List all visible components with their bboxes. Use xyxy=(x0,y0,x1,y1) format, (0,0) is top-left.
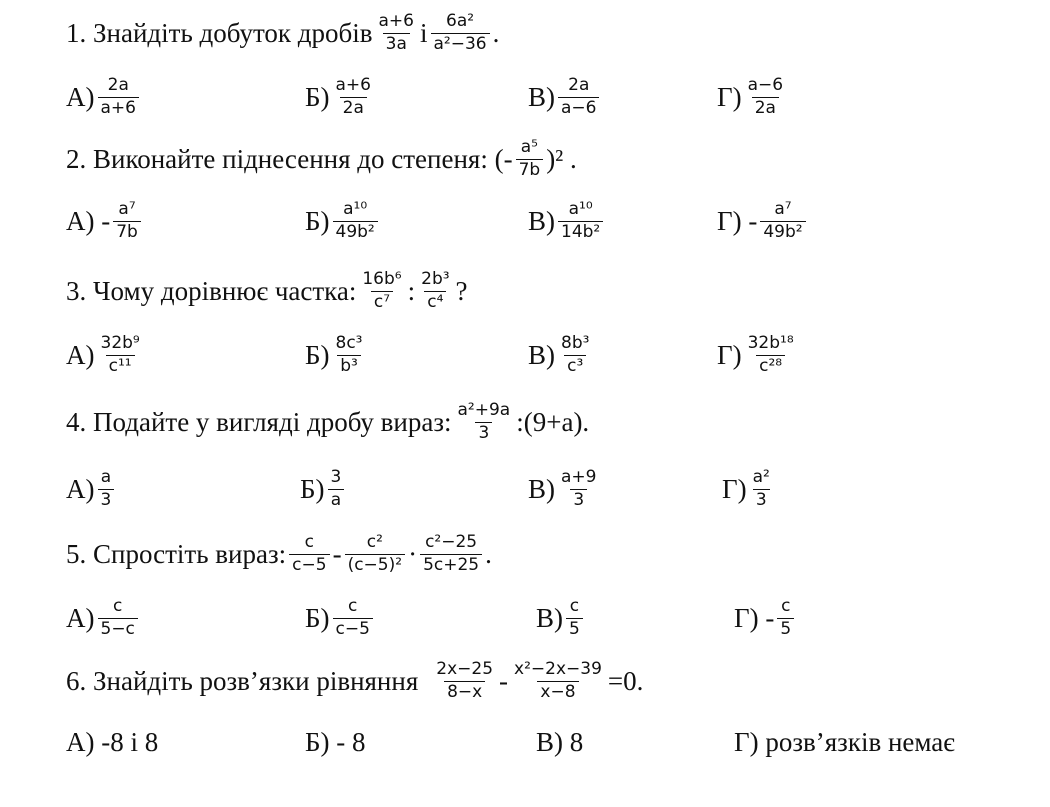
q6-fraction-1: $\frac{2x-25}{8-x}$ xyxy=(436,659,494,702)
q6-option-a[interactable]: А) -8 і 8 xyxy=(66,727,159,757)
q4-option-a[interactable]: А) $\frac{a}{3}$ xyxy=(66,468,117,510)
q5-option-b[interactable]: Б) $\frac{c}{c-5}$ xyxy=(305,597,376,639)
q5-fraction-2: $\frac{\text{c²}}{\text{(c−5)²}}$ xyxy=(345,533,406,575)
q3-option-b[interactable]: Б) $\frac{\text{8c³}}{\text{b³}}$ xyxy=(305,333,363,376)
q4-option-b[interactable]: Б) $\frac{3}{a}$ xyxy=(300,468,347,510)
q2-option-b[interactable]: Б) $\frac{\text{a¹⁰}}{\text{49b²}}$ xyxy=(305,200,381,242)
question-2: 2. Виконайте піднесення до степеня: (- $\frac{\text{a⁵}}{7b}$ )² . xyxy=(66,137,577,180)
q1-option-d[interactable]: Г) $\frac{a-6}{2a}$ xyxy=(717,75,784,118)
q3-option-a[interactable]: А) $\frac{\text{32b⁹}}{\text{c¹¹}}$ xyxy=(66,333,140,376)
question-6-text: 6. Знайдіть розв’язки рівняння xyxy=(66,665,419,696)
q2-fraction: $\frac{\text{a⁵}}{7b}$ xyxy=(516,138,544,180)
q2-option-c[interactable]: В) $\frac{\text{a¹⁰}}{\text{14b²}}$ xyxy=(528,200,606,242)
question-4-text: 4. Подайте у вигляді дробу вираз: xyxy=(66,406,452,437)
question-1-text: 1. Знайдіть добуток дробів xyxy=(66,17,373,48)
q4-option-c[interactable]: В) $\frac{a+9}{3}$ xyxy=(528,467,597,510)
question-4: 4. Подайте у вигляді дробу вираз: $\frac{\text{a²+9a}}{3}$ :(9+a). xyxy=(66,400,590,443)
q6-option-b[interactable]: Б) - 8 xyxy=(305,727,366,757)
q5-fraction-3: $\frac{\text{c²−25}}{5c+25}$ xyxy=(420,533,482,575)
q1-option-c[interactable]: В) $\frac{2a}{a-6}$ xyxy=(528,76,602,118)
q2-option-d[interactable]: Г) - $\frac{\text{a⁷}}{\text{49b²}}$ xyxy=(717,200,809,242)
question-6: 6. Знайдіть розв’язки рівняння $\frac{2x-25}{8-x}$ - $\frac{\text{x²−2x−39}}{x-8}$ =0. xyxy=(66,659,644,702)
q3-option-d[interactable]: Г) $\frac{\text{32b¹⁸}}{\text{c²⁸}}$ xyxy=(717,333,794,376)
q4-option-d[interactable]: Г) $\frac{\text{a²}}{3}$ xyxy=(722,467,770,510)
q3-option-c[interactable]: В) $\frac{\text{8b³}}{\text{c³}}$ xyxy=(528,333,590,376)
question-2-text: 2. Виконайте піднесення до степеня: (- xyxy=(66,143,513,174)
q1-fraction-2: $\frac{\text{6a²}}{\text{a²−36}}$ xyxy=(431,12,490,54)
q1-fraction-1: $\frac{a+6}{3a}$ xyxy=(378,11,414,54)
q1-option-b[interactable]: Б) $\frac{a+6}{2a}$ xyxy=(305,75,371,118)
q4-fraction: $\frac{\text{a²+9a}}{3}$ xyxy=(457,400,511,443)
q5-option-d[interactable]: Г) - $\frac{c}{5}$ xyxy=(734,597,797,639)
q6-option-c[interactable]: В) 8 xyxy=(536,727,584,757)
question-5: 5. Спростіть вираз: $\frac{c}{c-5}$ - $\frac{\text{c²}}{\text{(c−5)²}}$ · $\frac{\text{c²−25}}{5c+25}$ . xyxy=(66,532,492,575)
question-5-text: 5. Спростіть вираз: xyxy=(66,538,287,569)
question-1: 1. Знайдіть добуток дробів $\frac{a+6}{3a}$ і $\frac{\text{6a²}}{\text{a²−36}}$ . xyxy=(66,11,500,54)
question-3-text: 3. Чому дорівнює частка: xyxy=(66,275,357,306)
q5-option-a[interactable]: А) $\frac{c}{5-c}$ xyxy=(66,597,141,639)
q5-option-c[interactable]: В) $\frac{c}{5}$ xyxy=(536,597,586,639)
q6-option-d[interactable]: Г) розв’язків немає xyxy=(734,727,955,757)
q3-fraction-1: $\frac{\text{16b⁶}}{\text{c⁷}}$ xyxy=(362,269,402,312)
q1-and: і xyxy=(419,17,428,48)
q1-option-a[interactable]: А) $\frac{2a}{a+6}$ xyxy=(66,76,142,118)
q3-fraction-2: $\frac{\text{2b³}}{\text{c⁴}}$ xyxy=(421,269,450,312)
q5-fraction-1: $\frac{c}{c-5}$ xyxy=(289,533,329,575)
q6-fraction-2: $\frac{\text{x²−2x−39}}{x-8}$ xyxy=(514,659,602,702)
q2-option-a[interactable]: А) - $\frac{\text{a⁷}}{7b}$ xyxy=(66,200,144,242)
question-3: 3. Чому дорівнює частка: $\frac{\text{16b⁶}}{\text{c⁷}}$ : $\frac{\text{2b³}}{\text{c⁴}}$ ? xyxy=(66,269,468,312)
